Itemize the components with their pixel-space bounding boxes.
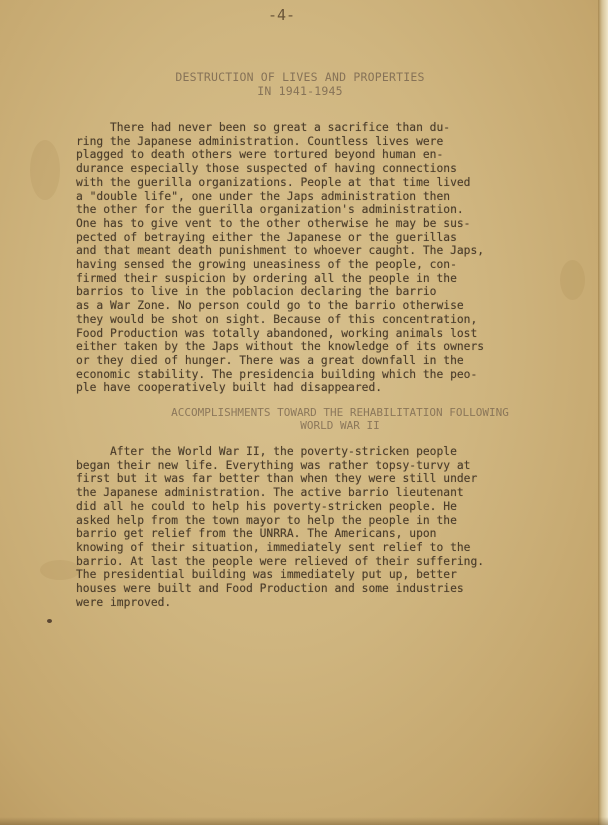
text-line: were improved. bbox=[76, 595, 172, 609]
section-title-line-1: DESTRUCTION OF LIVES AND PROPERTIES bbox=[175, 70, 425, 84]
text-line: the Japanese administration. The active barrio lieutenant bbox=[76, 486, 464, 500]
text-line: or they died of hunger. There was a great downfall in the bbox=[76, 353, 464, 367]
text-line: and that meant death punishment to whoever caught. The Japs, bbox=[76, 244, 485, 258]
text-line: firmed their suspicion by ordering all the people in the bbox=[76, 271, 457, 285]
text-line: barrio. At last the people were relieved of their suffering. bbox=[76, 554, 485, 568]
text-line: One has to give vent to the other otherwise he may be sus- bbox=[76, 216, 471, 230]
text-line: the other for the guerilla organization's administration. bbox=[76, 203, 464, 217]
page-number: -4- bbox=[268, 6, 296, 24]
text-line: barrios to live in the poblacion declaring the barrio bbox=[76, 285, 437, 299]
text-line: asked help from the town mayor to help the people in the bbox=[76, 513, 457, 527]
text-line: economic stability. The presidencia building which the peo- bbox=[76, 367, 478, 381]
text-line: ple have cooperatively built had disappeared. bbox=[76, 381, 383, 395]
text-line: did all he could to help his poverty-stricken people. He bbox=[76, 499, 457, 513]
text-line: houses were built and Food Production and some industries bbox=[76, 582, 464, 596]
text-line: After the World War II, the poverty-stricken people bbox=[76, 445, 457, 458]
text-line: knowing of their situation, immediately sent relief to the bbox=[76, 540, 471, 554]
text-line: plagged to death others were tortured beyond human en- bbox=[76, 148, 444, 162]
text-line: barrio get relief from the UNRRA. The Americans, upon bbox=[76, 527, 437, 541]
text-line: ring the Japanese administration. Countless lives were bbox=[76, 134, 444, 148]
text-line: There had never been so great a sacrifice than du- bbox=[76, 121, 451, 134]
paper-stain bbox=[30, 140, 60, 200]
paper-bottom-shadow bbox=[0, 817, 608, 825]
text-line: a "double life", one under the Japs administration then bbox=[76, 189, 451, 203]
paragraph-destruction bbox=[76, 121, 484, 395]
margin-dot bbox=[47, 619, 52, 623]
text-line: they would be shot on sight. Because of this concentration, bbox=[76, 312, 478, 326]
text-line: The presidential building was immediately put up, better bbox=[76, 568, 457, 582]
text-line: as a War Zone. No person could go to the barrio otherwise bbox=[76, 299, 464, 313]
text-line: began their new life. Everything was rather topsy-turvy at bbox=[76, 458, 471, 472]
text-line: having sensed the growing uneasiness of the people, con- bbox=[76, 258, 457, 272]
text-line: first but it was far better than when they were still under bbox=[76, 472, 478, 486]
paper-stain bbox=[560, 260, 585, 300]
section-title-line-2: IN 1941-1945 bbox=[257, 84, 343, 98]
subtitle-line-1: ACCOMPLISHMENTS TOWARD THE REHABILITATION FOLLOWING bbox=[171, 406, 509, 419]
paper-edge bbox=[598, 0, 608, 825]
text-line: Food Production was totally abandoned, working animals lost bbox=[76, 326, 478, 340]
text-line: with the guerilla organizations. People at that time lived bbox=[76, 175, 471, 189]
paper-stain bbox=[40, 560, 80, 580]
text-line: durance especially those suspected of having connections bbox=[76, 162, 457, 176]
text-line: pected of betraying either the Japanese or the guerillas bbox=[76, 230, 457, 244]
paragraph-rehabilitation bbox=[76, 445, 484, 609]
text-line: either taken by the Japs without the knowledge of its owners bbox=[76, 340, 485, 354]
subtitle-line-2: WORLD WAR II bbox=[300, 419, 380, 432]
